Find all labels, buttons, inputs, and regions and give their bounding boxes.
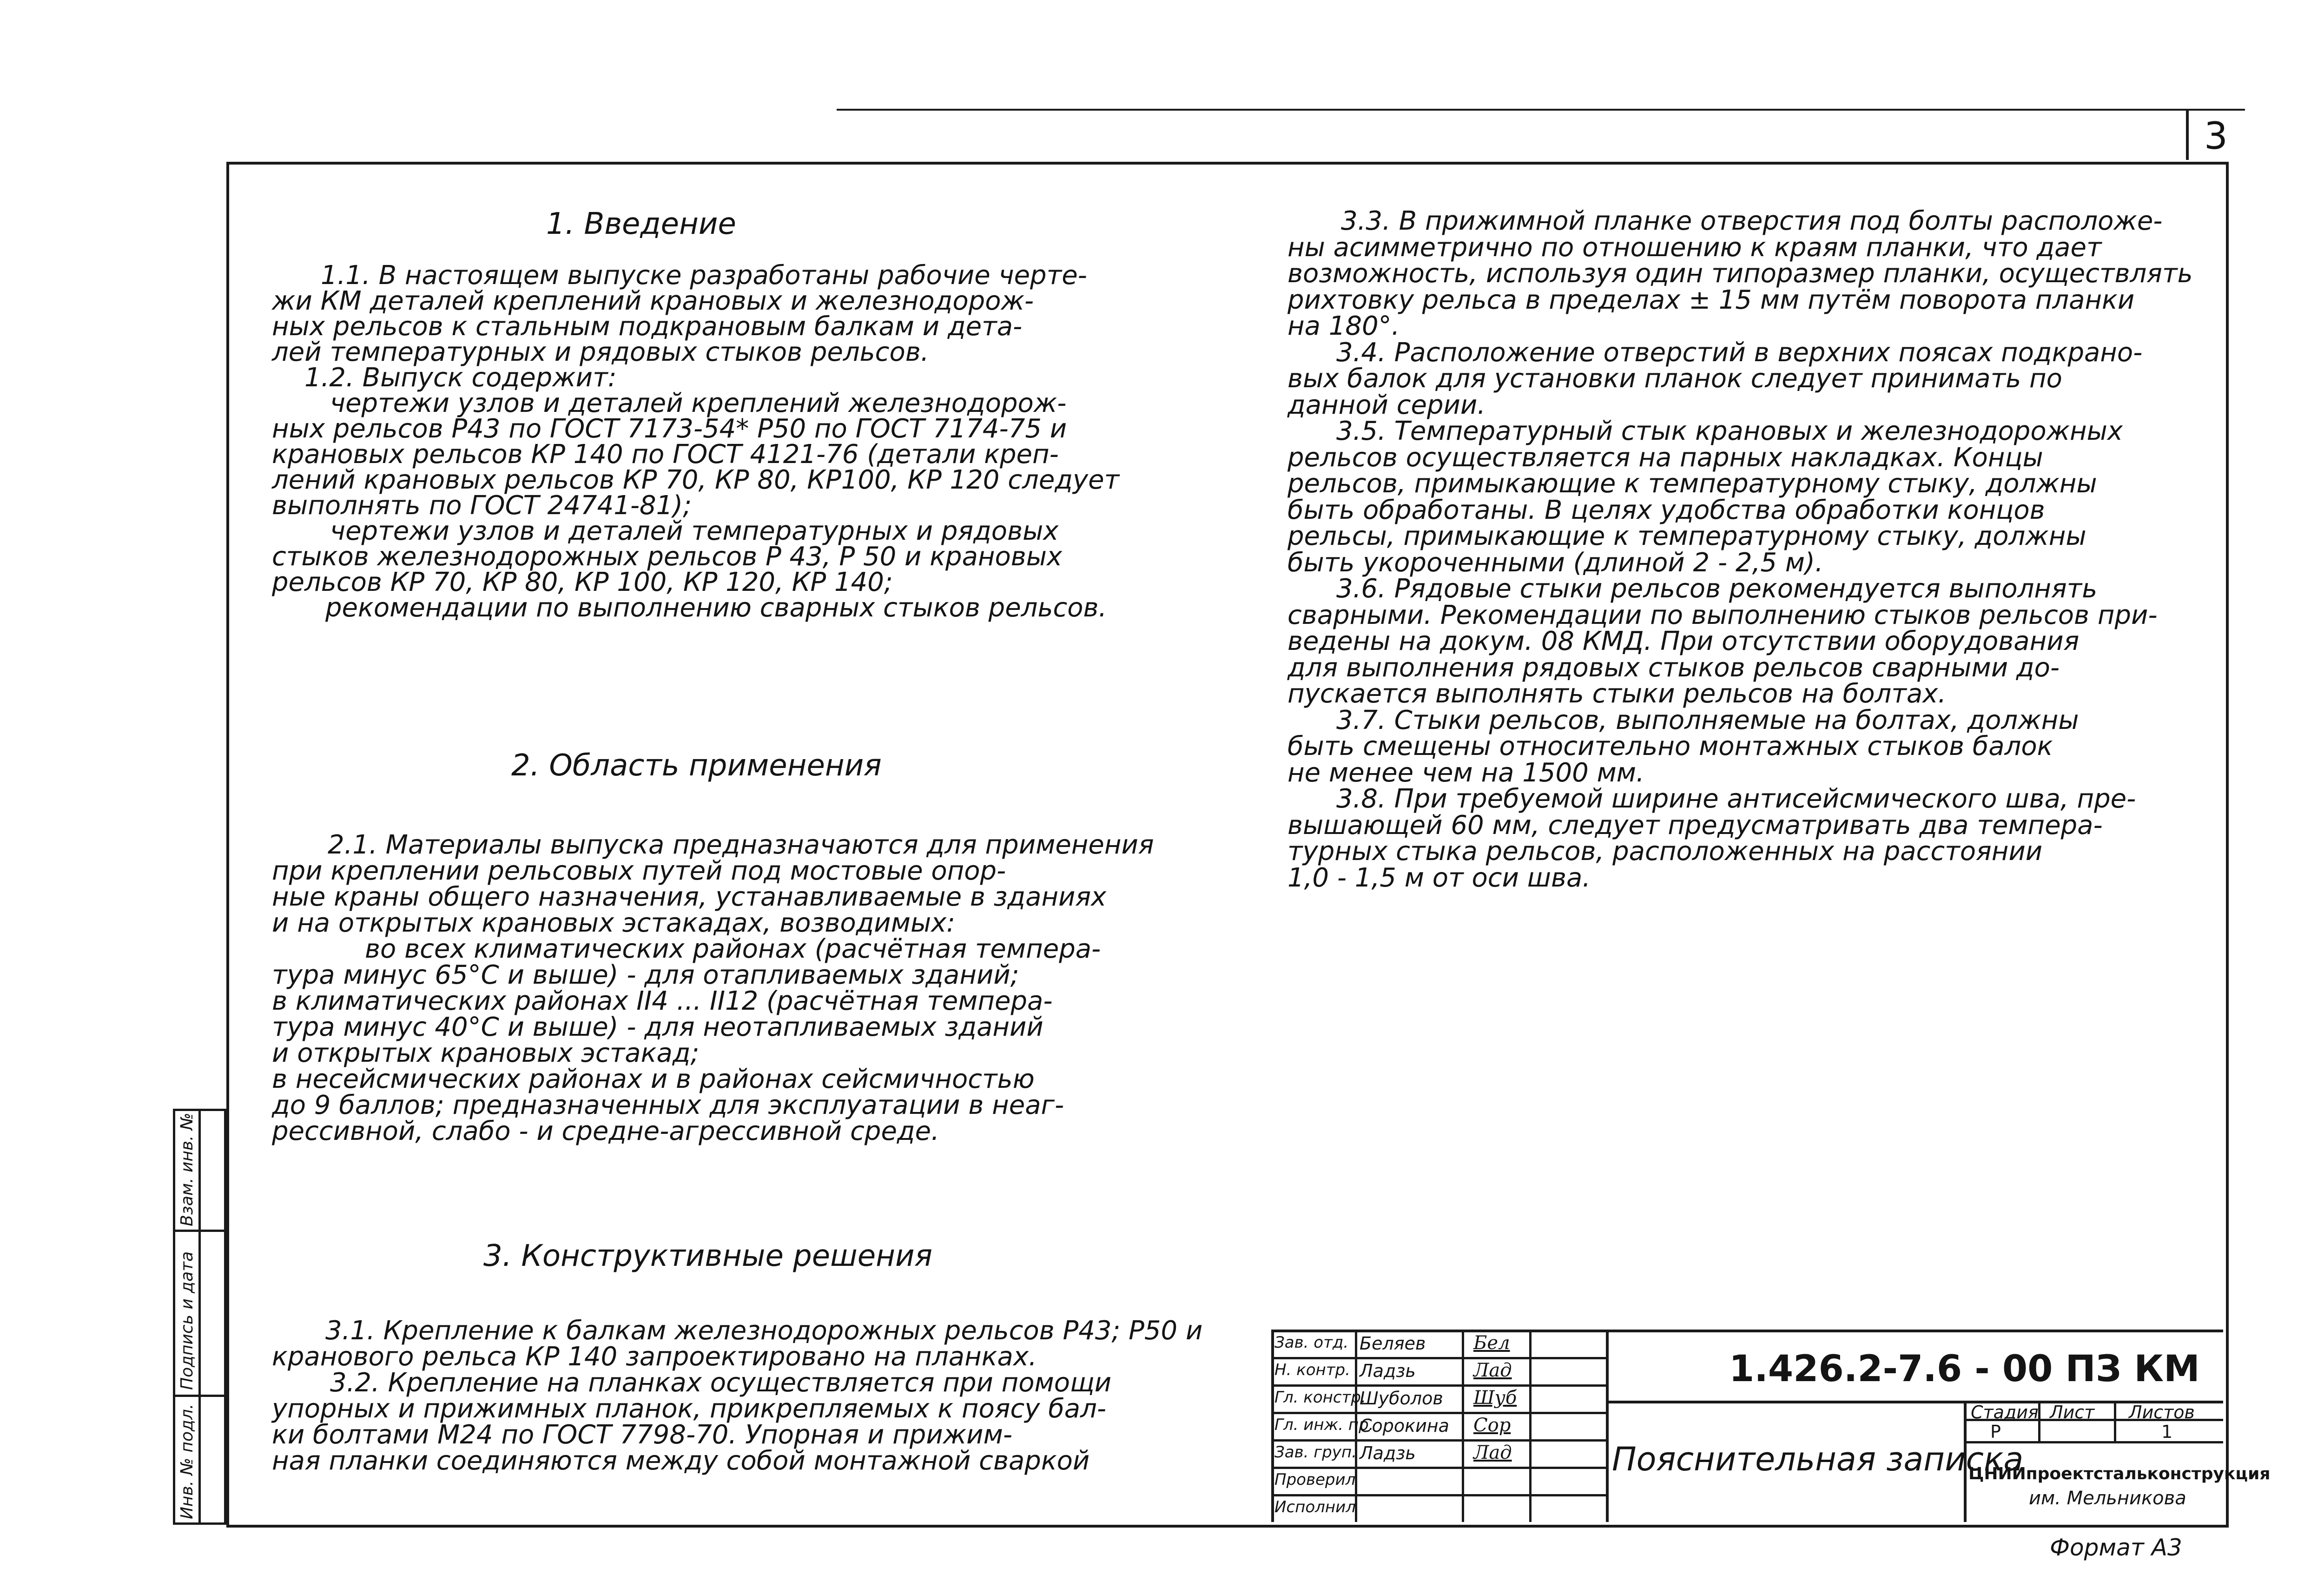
text-line: ная планки соединяются между собой монтажной сваркой: [272, 1446, 1090, 1476]
role-label: Проверил: [1274, 1470, 1356, 1489]
text-line: 2.1. Материалы выпуска предназначаются для применения: [328, 830, 1154, 860]
role-name: Беляев: [1360, 1333, 1426, 1354]
handwritten-signature: Лад: [1473, 1360, 1512, 1381]
role-label: Зав. груп.: [1274, 1443, 1357, 1462]
text-line: быть обработаны. В целях удобства обработки концов: [1287, 495, 2045, 525]
role-label: Гл. инж. пр.: [1274, 1416, 1374, 1434]
text-line: крановых рельсов КР 140 по ГОСТ 4121-76 (детали креп-: [272, 439, 1059, 470]
text-line: быть смещены относительно монтажных стыков балок: [1287, 731, 2053, 761]
text-line: тура минус 40°С и выше) - для неотапливаемых зданий: [272, 1012, 1043, 1042]
text-line: до 9 баллов; предназначенных для эксплуатации в неаг-: [272, 1090, 1064, 1120]
sheets-header: Листов: [2129, 1402, 2195, 1423]
text-line: чертежи узлов и деталей креплений железнодорож-: [330, 388, 1067, 418]
text-line: 3.5. Температурный стык крановых и железнодорожных: [1336, 416, 2123, 446]
text-line: и открытых крановых эстакад;: [272, 1038, 700, 1068]
text-line: лений крановых рельсов КР 70, КР 80, КР100, КР 120 следует: [272, 465, 1120, 495]
text-line: данной серии.: [1287, 390, 1486, 420]
document-title: Пояснительная записка: [1612, 1440, 2024, 1478]
text-line: ных рельсов Р43 по ГОСТ 7173-54* Р50 по ГОСТ 7174-75 и: [272, 414, 1067, 444]
role-name: Шуболов: [1360, 1388, 1443, 1409]
text-line: 1.2. Выпуск содержит:: [304, 363, 617, 393]
organization-subname: им. Мельникова: [2029, 1488, 2186, 1509]
text-line: ные краны общего назначения, устанавливаемые в зданиях: [272, 882, 1107, 912]
text-line: рекомендации по выполнению сварных стыков рельсов.: [325, 593, 1107, 623]
text-line: в несейсмических районах и в районах сейсмичностью: [272, 1064, 1035, 1094]
text-line: для выполнения рядовых стыков рельсов сварными до-: [1287, 652, 2060, 683]
text-line: 1.1. В настоящем выпуске разработаны рабочие черте-: [321, 260, 1087, 291]
handwritten-signature: Лад: [1473, 1442, 1512, 1463]
text-line: лей температурных и рядовых стыков рельсов.: [272, 337, 929, 367]
sheets-value: 1: [2161, 1422, 2173, 1442]
text-line: во всех климатических районах (расчётная темпера-: [365, 934, 1101, 964]
text-line: 3.8. При требуемой ширине антисейсмического шва, пре-: [1336, 784, 2136, 814]
role-label: Н. контр.: [1274, 1361, 1350, 1379]
text-line: выполнять по ГОСТ 24741-81);: [272, 490, 692, 521]
text-line: в климатических районах II4 ... II12 (расчётная темпера-: [272, 986, 1053, 1016]
text-line: сварными. Рекомендации по выполнению стыков рельсов при-: [1287, 600, 2158, 630]
text-line: при креплении рельсовых путей под мостовые опор-: [272, 856, 1006, 886]
text-line: 3.6. Рядовые стыки рельсов рекомендуется выполнять: [1336, 574, 2098, 604]
text-line: рельсов, примыкающие к температурному стыку, должны: [1287, 469, 2097, 499]
role-label: Зав. отд.: [1274, 1333, 1349, 1352]
handwritten-signature: Шуб: [1473, 1387, 1517, 1409]
text-line: вых балок для установки планок следует принимать по: [1287, 364, 2062, 394]
handwritten-signature: Сор: [1473, 1415, 1511, 1436]
text-line: рельсов осуществляется на парных накладках. Концы: [1287, 442, 2043, 473]
text-line: тура минус 65°С и выше) - для отапливаемых зданий;: [272, 960, 1019, 990]
text-line: быть укороченными (длиной 2 - 2,5 м).: [1287, 547, 1823, 578]
side-label-inv-no: Инв. № подл.: [178, 1403, 197, 1519]
side-label-signature-date: Подпись и дата: [178, 1251, 197, 1390]
section2-title: 2. Область применения: [511, 748, 882, 783]
text-line: турных стыка рельсов, расположенных на расстоянии: [1287, 836, 2043, 867]
section3-title: 3. Конструктивные решения: [483, 1239, 933, 1273]
organization-name: ЦНИИпроектстальконструкция: [1968, 1464, 2271, 1483]
role-name: Ладзь: [1360, 1443, 1416, 1463]
text-line: и на открытых крановых эстакадах, возводимых:: [272, 908, 956, 938]
role-label: Гл. констр.: [1274, 1388, 1366, 1407]
text-line: 3.7. Стыки рельсов, выполняемые на болтах, должны: [1336, 705, 2079, 735]
top-rule: [837, 109, 2245, 111]
stage-value: Р: [1990, 1422, 2001, 1442]
document-code: 1.426.2-7.6 - 00 ПЗ КМ: [1729, 1348, 2200, 1390]
text-line: рельсы, примыкающие к температурному стыку, должны: [1287, 521, 2086, 551]
sheet-number: 3: [2204, 114, 2228, 158]
role-name: Сорокина: [1360, 1416, 1449, 1436]
text-line: кранового рельса КР 140 запроектировано на планках.: [272, 1342, 1037, 1372]
text-line: ки болтами М24 по ГОСТ 7798-70. Упорная и прижим-: [272, 1420, 1013, 1450]
sheet-header: Лист: [2050, 1402, 2095, 1423]
text-line: стыков железнодорожных рельсов Р 43, Р 50 и крановых: [272, 542, 1063, 572]
text-line: возможность, используя один типоразмер планки, осуществлять: [1287, 258, 2193, 289]
text-line: рихтовку рельса в пределах ± 15 мм путём поворота планки: [1287, 285, 2135, 315]
text-line: 3.3. В прижимной планке отверстия под болты расположе-: [1341, 206, 2163, 236]
text-line: рельсов КР 70, КР 80, КР 100, КР 120, КР 140;: [272, 567, 893, 597]
text-line: ведены на докум. 08 КМД. При отсутствии оборудования: [1287, 626, 2080, 656]
handwritten-signature: Бел: [1473, 1332, 1510, 1354]
text-line: 3.1. Крепление к балкам железнодорожных рельсов Р43; Р50 и: [325, 1316, 1203, 1346]
text-line: на 180°.: [1287, 311, 1400, 341]
text-line: 3.4. Расположение отверстий в верхних поясах подкрано-: [1336, 337, 2143, 368]
text-line: упорных и прижимных планок, прикрепляемых к поясу бал-: [272, 1394, 1107, 1424]
section1-title: 1. Введение: [546, 207, 736, 241]
text-line: рессивной, слабо - и средне-агрессивной среде.: [272, 1116, 939, 1146]
text-line: ны асимметрично по отношению к краям планки, что дает: [1287, 232, 2102, 263]
side-label-replacement-inv: Взам. инв. №: [178, 1112, 197, 1226]
text-line: пускается выполнять стыки рельсов на болтах.: [1287, 679, 1947, 709]
role-name: Ладзь: [1360, 1361, 1416, 1381]
sheet-number-divider: [2186, 109, 2189, 160]
text-line: ных рельсов к стальным подкрановым балкам и дета-: [272, 311, 1023, 342]
text-line: чертежи узлов и деталей температурных и рядовых: [330, 516, 1059, 546]
stage-header: Стадия: [1971, 1402, 2039, 1423]
text-line: 1,0 - 1,5 м от оси шва.: [1287, 862, 1591, 893]
format-label: Формат А3: [2050, 1534, 2182, 1561]
role-label: Исполнил: [1274, 1498, 1356, 1516]
text-line: вышающей 60 мм, следует предусматривать два темпера-: [1287, 810, 2103, 840]
text-line: жи КМ деталей креплений крановых и железнодорож-: [272, 286, 1034, 316]
text-line: 3.2. Крепление на планках осуществляется при помощи: [330, 1368, 1112, 1398]
text-line: не менее чем на 1500 мм.: [1287, 757, 1644, 788]
